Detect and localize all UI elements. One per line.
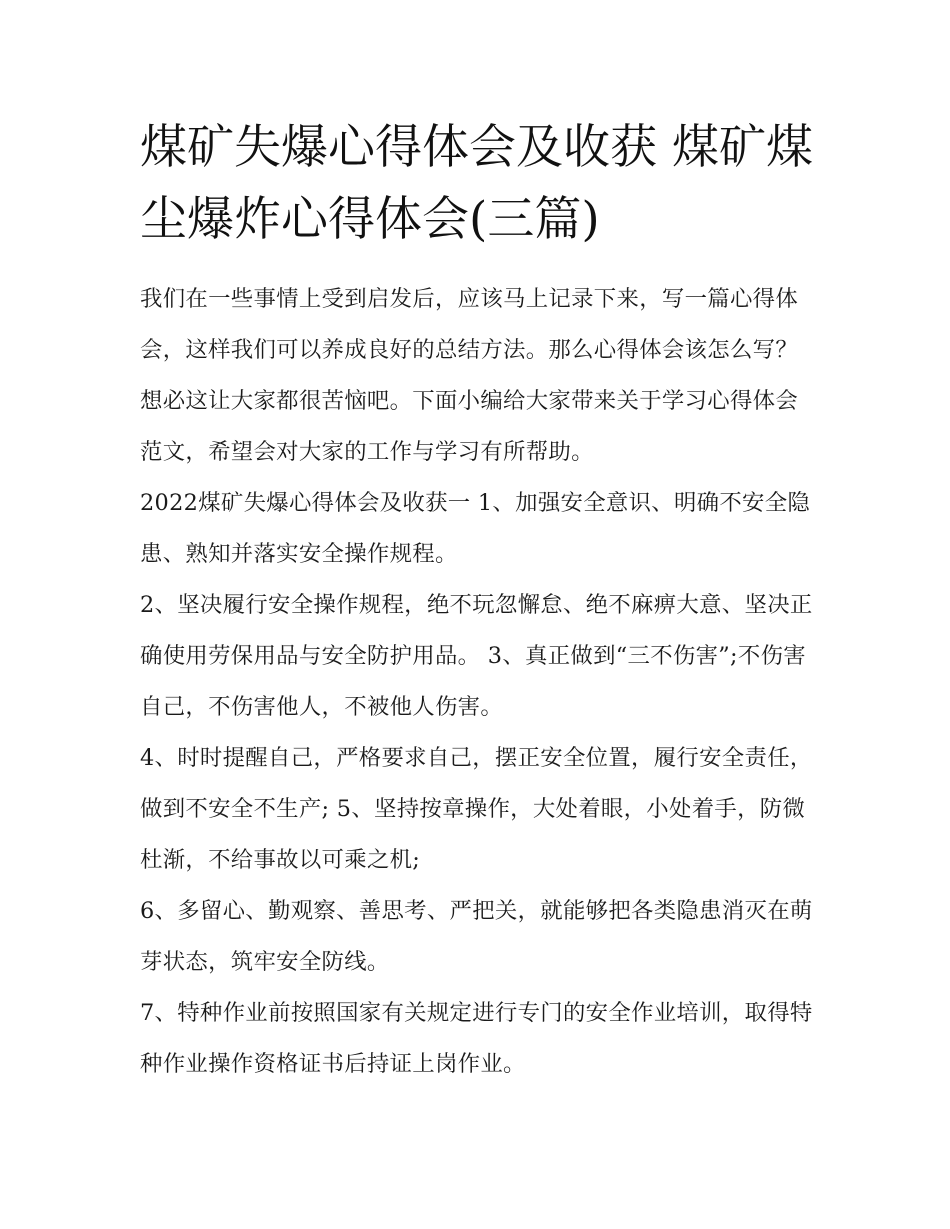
document-page (140, 112, 820, 1090)
paragraph-item-1: 2022煤矿失爆心得体会及收获一 1、加强安全意识、明确不安全隐患、熟知并落实安全操作规程。 (140, 490, 811, 567)
paragraph-item-7: 7、特种作业前按照国家有关规定进行专门的安全作业培训，取得特种作业操作资格证书后持证上岗作业。 (140, 1000, 813, 1077)
paragraph-item-6: 6、多留心、勤观察、善思考、严把关，就能够把各类隐患消灭在萌芽状态，筑牢安全防线。 (140, 898, 813, 975)
paragraph-item-2-3: 2、坚决履行安全操作规程，绝不玩忽懈怠、绝不麻痹大意、坚决正确使用劳保用品与安全防护用品。 3、真正做到“三不伤害”;不伤害自己，不伤害他人，不被他人伤害。 (140, 592, 813, 720)
document-title: 煤矿失爆心得体会及收获 煤矿煤尘爆炸心得体会(三篇) (140, 120, 813, 247)
paragraph-intro: 我们在一些事情上受到启发后，应该马上记录下来，写一篇心得体会，这样我们可以养成良好的总结方法。那么心得体会该怎么写？想必这让大家都很苦恼吧。下面小编给大家带来关于学习心得体会范文，希望会对大家的工作与学习有所帮助。 (140, 286, 799, 465)
paragraph-item-4-5: 4、时时提醒自己，严格要求自己，摆正安全位置，履行安全责任，做到不安全不生产; 5、坚持按章操作，大处着眼，小处着手，防微杜渐，不给事故以可乘之机; (140, 745, 813, 873)
